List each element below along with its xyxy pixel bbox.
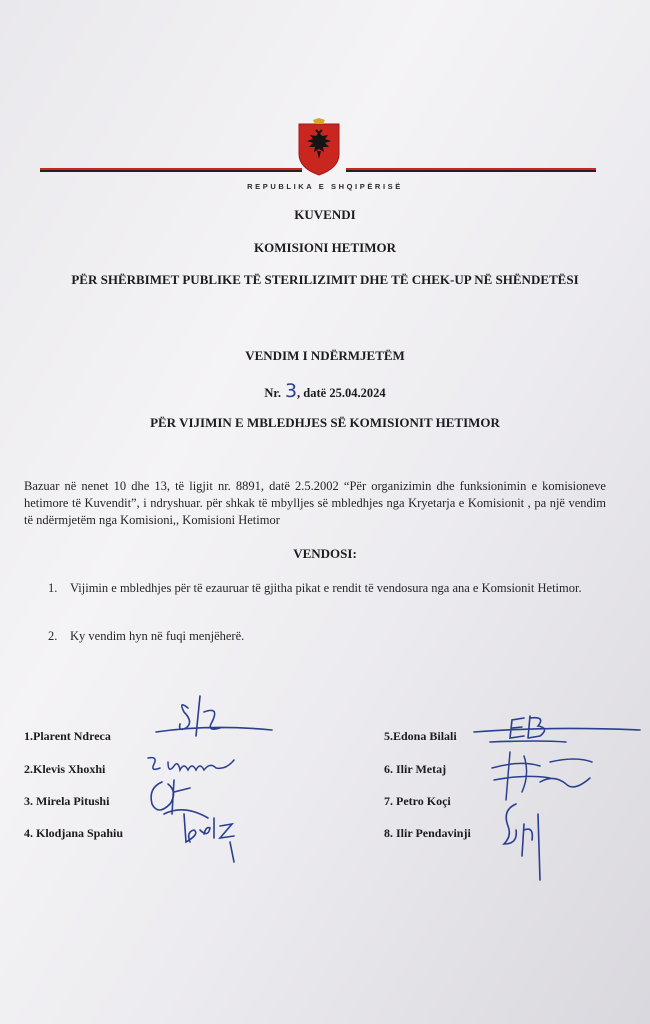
decision-number: 3 <box>284 380 298 402</box>
signatory-name: 4. Klodjana Spahiu <box>24 826 124 840</box>
signatory-name: 5.Edona Bilali <box>384 729 457 743</box>
commission-heading: KOMISIONI HETIMOR <box>254 240 396 255</box>
commission-scope-heading: PËR SHËRBIMET PUBLIKE TË STERILIZIMIT DHE TË CHEK-UP NË SHËNDETËSI <box>71 272 579 287</box>
signatory-name: 2.Klevis Xhoxhi <box>24 762 106 776</box>
decision-title: PËR VIJIMIN E MBLEDHJES SË KOMISIONIT HETIMOR <box>150 415 500 430</box>
signatory-name: 8. Ilir Pendavinji <box>384 826 471 840</box>
signature-6 <box>480 748 600 808</box>
decision-type-heading: VENDIM I NDËRMJETËM <box>245 348 405 363</box>
list-item-text: Vijimin e mbledhjes për të ezauruar të gjitha pikat e rendit të vendosura nga ana e Komsionit Hetimor. <box>70 581 582 595</box>
decision-nr-prefix: Nr. <box>264 386 281 400</box>
signature-5 <box>470 712 645 752</box>
decision-number-line <box>40 380 610 402</box>
list-item-text: Ky vendim hyn në fuqi menjëherë. <box>70 629 245 643</box>
decides-heading: VENDOSI: <box>293 546 357 561</box>
albanian-coat-of-arms-icon <box>296 118 342 176</box>
list-item <box>48 580 608 614</box>
signature-8 <box>494 800 554 882</box>
signature-1 <box>150 688 280 758</box>
list-item-number: 1. <box>48 581 58 595</box>
signatory-name: 6. Ilir Metaj <box>384 762 447 776</box>
list-item <box>48 628 608 646</box>
signatory-name: 7. Petro Koçi <box>384 794 451 808</box>
signatory-name: 1.Plarent Ndreca <box>24 729 111 743</box>
decision-date: , datë 25.04.2024 <box>297 386 386 400</box>
signature-4 <box>174 808 254 868</box>
signatory-name: 3. Mirela Pitushi <box>24 794 110 808</box>
header-rule-left <box>40 168 302 172</box>
republic-label: REPUBLIKA E SHQIPËRISË <box>247 182 403 191</box>
list-item-number: 2. <box>48 629 58 643</box>
preamble-paragraph: Bazuar në nenet 10 dhe 13, të ligjit nr. 8891, datë 2.5.2002 “Për organizimin dhe funksionimin e komisioneve hetimore të Kuvendit”, i ndryshuar. për shkak të mbylljes së mbledhjes nga Kryetarja e Komisionit , pa një vendim të ndërmjetëm nga Komisioni,, Komisioni Hetimor <box>24 479 606 527</box>
institution-heading: KUVENDI <box>294 207 356 222</box>
header-rule-right <box>346 168 596 172</box>
